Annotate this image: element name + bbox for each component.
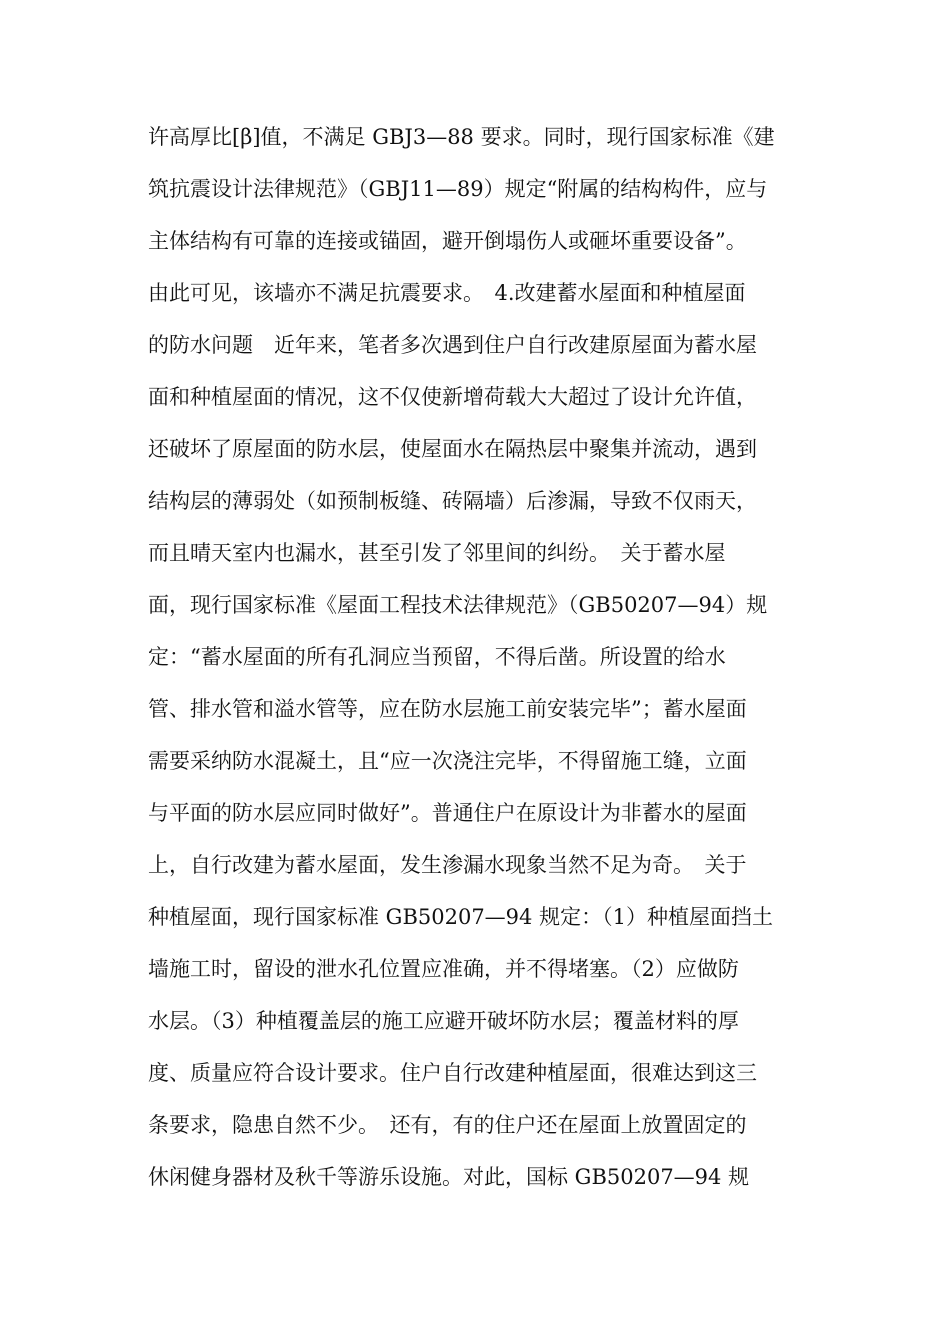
text-line: 筑抗震设计法律规范》（GBJ11—89）规定“附属的结构构件，应与 bbox=[148, 177, 768, 201]
text-line: 面和种植屋面的情况，这不仅使新增荷载大大超过了设计允许值， bbox=[148, 385, 757, 409]
text-line: 管、排水管和溢水管等，应在防水层施工前安装完毕”；蓄水屋面 bbox=[148, 697, 747, 721]
text-line: 需要采纳防水混凝土，且“应一次浇注完毕，不得留施工缝，立面 bbox=[148, 749, 747, 773]
text-line: 休闲健身器材及秋千等游乐设施。对此，国标 GB50207—94 规 bbox=[148, 1165, 750, 1189]
text-line: 而且晴天室内也漏水，甚至引发了邻里间的纠纷。 关于蓄水屋 bbox=[148, 541, 726, 565]
text-line: 结构层的薄弱处（如预制板缝、砖隔墙）后渗漏，导致不仅雨天， bbox=[148, 489, 757, 513]
text-line: 还破坏了原屋面的防水层，使屋面水在隔热层中聚集并流动，遇到 bbox=[148, 437, 757, 461]
text-line: 墙施工时，留设的泄水孔位置应准确，并不得堵塞。（2）应做防 bbox=[148, 957, 739, 981]
text-line: 面，现行国家标准《屋面工程技术法律规范》（GB50207—94）规 bbox=[148, 593, 768, 617]
text-line: 的防水问题 近年来，笔者多次遇到住户自行改建原屋面为蓄水屋 bbox=[148, 333, 757, 357]
text-line: 主体结构有可靠的连接或锚固，避开倒塌伤人或砸坏重要设备”。 bbox=[148, 229, 747, 253]
text-line: 与平面的防水层应同时做好”。普通住户在原设计为非蓄水的屋面 bbox=[148, 801, 747, 825]
text-line: 许高厚比[β]值，不满足 GBJ3—88 要求。同时，现行国家标准《建 bbox=[148, 125, 775, 149]
text-line: 条要求，隐患自然不少。 还有，有的住户还在屋面上放置固定的 bbox=[148, 1113, 747, 1137]
body-text bbox=[148, 114, 808, 1206]
text-line: 度、质量应符合设计要求。住户自行改建种植屋面，很难达到这三 bbox=[148, 1061, 757, 1085]
text-line: 上，自行改建为蓄水屋面，发生渗漏水现象当然不足为奇。 关于 bbox=[148, 853, 747, 877]
text-line: 定：“蓄水屋面的所有孔洞应当预留，不得后凿。所设置的给水 bbox=[148, 645, 726, 669]
text-line: 由此可见，该墙亦不满足抗震要求。 4.改建蓄水屋面和种植屋面 bbox=[148, 281, 746, 305]
text-line: 种植屋面，现行国家标准 GB50207—94 规定：（1）种植屋面挡土 bbox=[148, 905, 773, 929]
text-line: 水层。（3）种植覆盖层的施工应避开破坏防水层；覆盖材料的厚 bbox=[148, 1009, 739, 1033]
